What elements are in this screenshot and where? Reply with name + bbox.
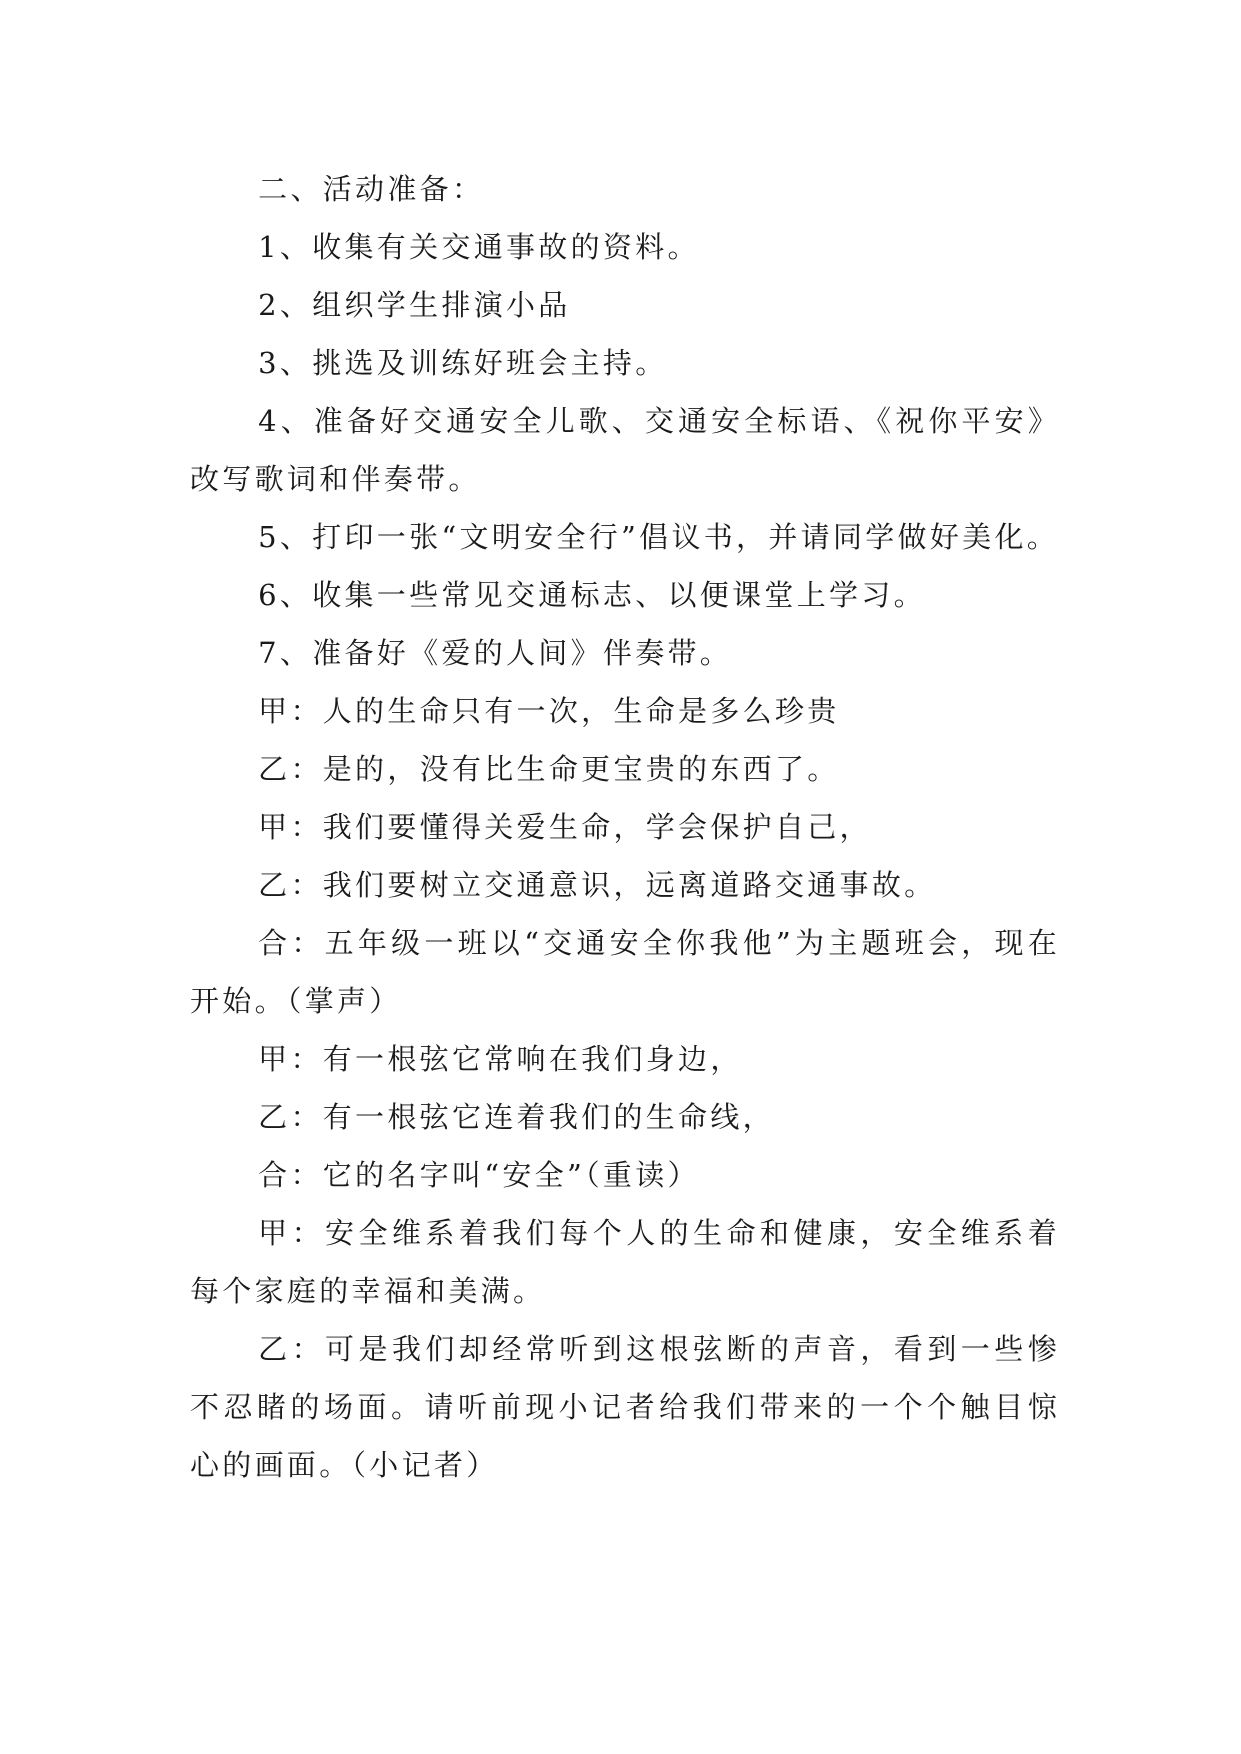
- paragraph-item-6: 6、收集一些常见交通标志、以便课堂上学习。: [258, 578, 926, 612]
- paragraph-item-4: 4、准备好交通安全儿歌、交通安全标语、《祝你平安》改写歌词和伴奏带。: [190, 404, 1060, 496]
- dialogue-line: 乙：可是我们却经常听到这根弦断的声音，看到一些惨不忍睹的场面。请听前现小记者给我们带来的一个个触目惊心的画面。（小记者）: [190, 1332, 1060, 1482]
- dialogue-line: 甲：安全维系着我们每个人的生命和健康，安全维系着每个家庭的幸福和美满。: [190, 1216, 1060, 1308]
- paragraph-item-1: 1、收集有关交通事故的资料。: [258, 230, 700, 264]
- dialogue-line: 合：它的名字叫“安全”（重读）: [258, 1158, 700, 1192]
- paragraph-item-5: 5、打印一张“文明安全行”倡议书，并请同学做好美化。: [258, 520, 1060, 554]
- paragraph-item-3: 3、挑选及训练好班会主持。: [258, 346, 668, 380]
- paragraph-item-7: 7、准备好《爱的人间》伴奏带。: [258, 636, 733, 670]
- paragraph-item-2: 2、组织学生排演小品: [258, 288, 571, 322]
- dialogue-line: 乙：是的，没有比生命更宝贵的东西了。: [258, 752, 840, 786]
- dialogue-line: 乙：有一根弦它连着我们的生命线，: [258, 1100, 775, 1134]
- dialogue-line: 合：五年级一班以“交通安全你我他”为主题班会，现在开始。（掌声）: [190, 926, 1060, 1018]
- paragraph-section-heading: 二、活动准备：: [258, 172, 485, 206]
- dialogue-line: 甲：人的生命只有一次，生命是多么珍贵: [258, 694, 840, 728]
- document-body: [190, 160, 1060, 1494]
- dialogue-line: 甲：有一根弦它常响在我们身边，: [258, 1042, 743, 1076]
- dialogue-line: 甲：我们要懂得关爱生命，学会保护自己，: [258, 810, 872, 844]
- dialogue-line: 乙：我们要树立交通意识，远离道路交通事故。: [258, 868, 937, 902]
